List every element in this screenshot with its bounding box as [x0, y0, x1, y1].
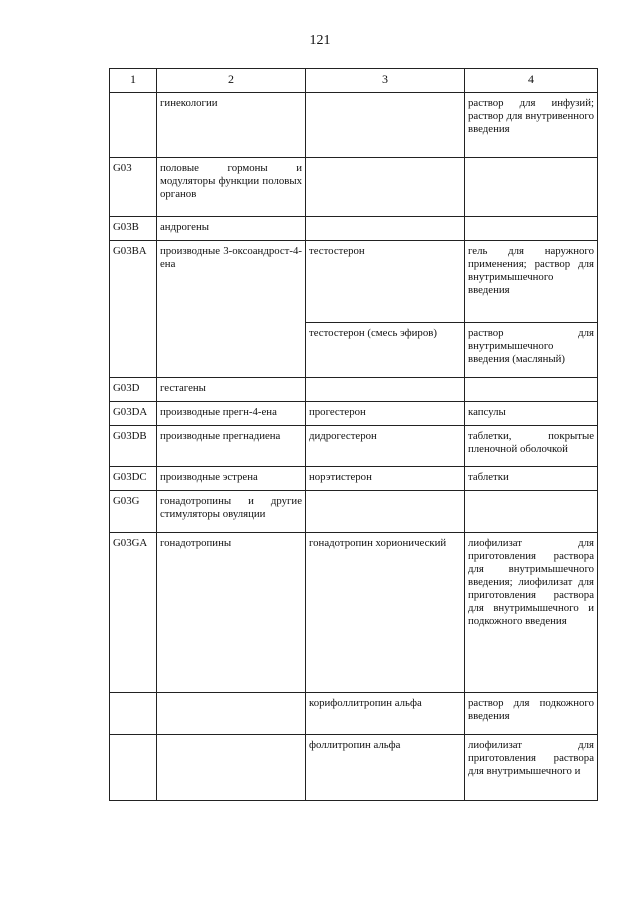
- drug-name-cell: [306, 93, 465, 158]
- dosage-form-cell: лиофилизат для приготовления раствора для внутримышечного введения; лиофилизат для приготовления раствора для внутримышечного и подкожного введения: [465, 533, 598, 693]
- group-name-cell: гестагены: [157, 378, 306, 402]
- dosage-form-cell: гель для наружного применения; раствор для внутримышечного введения: [465, 241, 598, 323]
- table-row: [110, 533, 598, 693]
- drug-classification-table: [109, 68, 598, 801]
- drug-name-cell: тестостерон (смесь эфиров): [306, 323, 465, 378]
- header-col-3: 3: [306, 69, 465, 93]
- header-col-4: 4: [465, 69, 598, 93]
- drug-name-cell: корифоллитропин альфа: [306, 693, 465, 735]
- dosage-form-cell: раствор для подкожного введения: [465, 693, 598, 735]
- atc-code-cell: G03DA: [110, 402, 157, 426]
- atc-code-cell: [110, 735, 157, 801]
- table-row: [110, 735, 598, 801]
- drug-name-cell: норэтистерон: [306, 467, 465, 491]
- table-row: [110, 491, 598, 533]
- drug-name-cell: тестостерон: [306, 241, 465, 323]
- atc-code-cell: G03G: [110, 491, 157, 533]
- table-row: [110, 378, 598, 402]
- group-name-cell: гинекологии: [157, 93, 306, 158]
- table-row: [110, 241, 598, 323]
- page-number: 121: [309, 33, 331, 48]
- header-row: [110, 69, 598, 93]
- group-name-cell: производные прегнадиена: [157, 426, 306, 467]
- group-name-cell: гонадотропины: [157, 533, 306, 693]
- dosage-form-cell: [465, 491, 598, 533]
- atc-code-cell: [110, 93, 157, 158]
- group-name-cell: гонадотропины и другие стимуляторы овуляции: [157, 491, 306, 533]
- dosage-form-cell: раствор для инфузий; раствор для внутривенного введения: [465, 93, 598, 158]
- group-name-cell: [157, 735, 306, 801]
- drug-name-cell: дидрогестерон: [306, 426, 465, 467]
- dosage-form-cell: капсулы: [465, 402, 598, 426]
- dosage-form-cell: [465, 378, 598, 402]
- drug-name-cell: [306, 158, 465, 217]
- atc-code-cell: G03GA: [110, 533, 157, 693]
- drug-name-cell: [306, 217, 465, 241]
- table-row: [110, 402, 598, 426]
- header-col-1: 1: [110, 69, 157, 93]
- atc-code-cell: G03DC: [110, 467, 157, 491]
- table-row: [110, 426, 598, 467]
- atc-code-cell: G03B: [110, 217, 157, 241]
- dosage-form-cell: [465, 217, 598, 241]
- atc-code-cell: G03D: [110, 378, 157, 402]
- group-name-cell: производные 3-оксоандрост-4-ена: [157, 241, 306, 378]
- drug-name-cell: [306, 491, 465, 533]
- header-col-2: 2: [157, 69, 306, 93]
- dosage-form-cell: лиофилизат для приготовления раствора для внутримышечного и: [465, 735, 598, 801]
- group-name-cell: производные прегн-4-ена: [157, 402, 306, 426]
- table-row: [110, 158, 598, 217]
- atc-code-cell: [110, 693, 157, 735]
- dosage-form-cell: раствор для внутримышечного введения (масляный): [465, 323, 598, 378]
- table-row: [110, 93, 598, 158]
- group-name-cell: [157, 693, 306, 735]
- drug-name-cell: фоллитропин альфа: [306, 735, 465, 801]
- table-row: [110, 693, 598, 735]
- dosage-form-cell: [465, 158, 598, 217]
- drug-name-cell: прогестерон: [306, 402, 465, 426]
- atc-code-cell: G03: [110, 158, 157, 217]
- dosage-form-cell: таблетки: [465, 467, 598, 491]
- drug-name-cell: гонадотропин хорионический: [306, 533, 465, 693]
- group-name-cell: производные эстрена: [157, 467, 306, 491]
- drug-name-cell: [306, 378, 465, 402]
- table-row: [110, 467, 598, 491]
- group-name-cell: андрогены: [157, 217, 306, 241]
- group-name-cell: половые гормоны и модуляторы функции половых органов: [157, 158, 306, 217]
- dosage-form-cell: таблетки, покрытые пленочной оболочкой: [465, 426, 598, 467]
- table-row: [110, 217, 598, 241]
- atc-code-cell: G03BA: [110, 241, 157, 378]
- atc-code-cell: G03DB: [110, 426, 157, 467]
